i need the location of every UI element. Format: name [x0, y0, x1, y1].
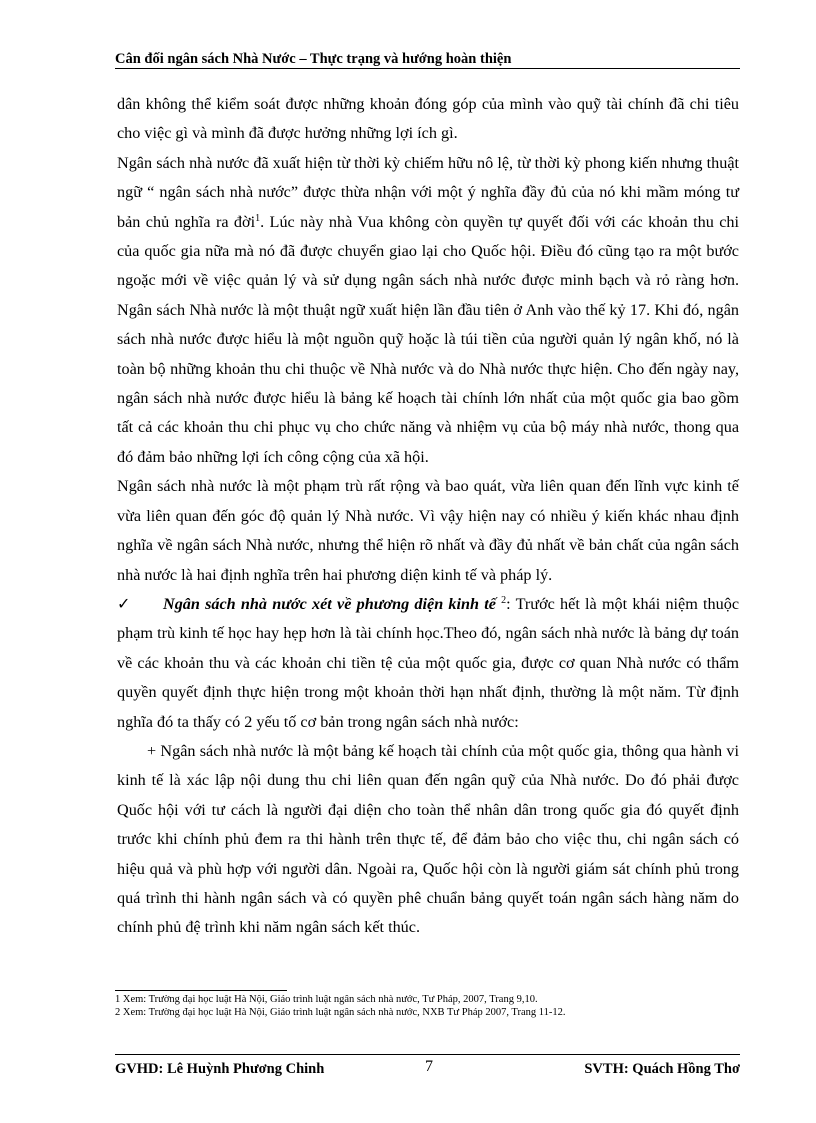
- footer-student: SVTH: Quách Hồng Thơ: [584, 1061, 740, 1077]
- paragraph-2-text-b: . Lúc này nhà Vua không còn quyền tự quyết đối với các khoản thu chi của quốc gia nữa mà nó đã được chuyển giao lại cho Quốc hội. Điều đó cũng tạo ra một bước ngoặc mới về việc quản lý và sử dụng ngân sách nhà nước được minh bạch và rỏ ràng hơn. Ngân sách Nhà nước là một thuật ngữ xuất hiện lần đầu tiên ở Anh vào thế kỷ 17. Khi đó, ngân sách nhà nước được hiểu là một nguồn quỹ hoặc là túi tiền của người quản lý ngân khố, nó là toàn bộ những khoản thu chi thuộc về Nhà nước và do Nhà nước thực hiện. Cho đến ngày nay, ngân sách nhà nước được hiểu là bảng kế hoạch tài chính lớn nhất của một quốc gia bao gồm tất cả các khoản thu chi phục vụ cho chức năng và nhiệm vụ của bộ máy nhà nước, thong qua đó đảm bảo những lợi ích công cộng của xã hội.: [117, 212, 739, 466]
- economic-definition-heading: Ngân sách nhà nước xét về phương diện kinh tế: [163, 594, 496, 613]
- footnote-1: [115, 993, 740, 1006]
- footnote-2-number: 2: [115, 1007, 121, 1018]
- paragraph-1: dân không thể kiểm soát được những khoản đóng góp của mình vào quỹ tài chính đã chi tiêu cho việc gì và mình đã được hưởng những lợi ích gì.: [117, 95, 739, 143]
- header-rule: [115, 68, 740, 69]
- paragraph-4: [117, 590, 739, 737]
- footer-advisor: GVHD: Lê Huỳnh Phương Chinh: [115, 1061, 325, 1077]
- header-title: Cân đối ngân sách Nhà Nước – Thực trạng và hướng hoàn thiện: [115, 51, 512, 67]
- footer-rule: [115, 1054, 740, 1055]
- page-body: [117, 90, 739, 943]
- footnote-2-text: Xem: Trường đại học luật Hà Nội, Giáo trình luật ngân sách nhà nước, NXB Tư Pháp 2007, Trang 11-12.: [120, 1007, 566, 1018]
- footnote-1-text: Xem: Trường đại học luật Hà Nội, Giáo trình luật ngân sách nhà nước, Tư Pháp, 2007, Trang 9,10.: [120, 994, 538, 1005]
- paragraph-2: [117, 149, 739, 472]
- paragraph-5: + Ngân sách nhà nước là một bảng kế hoạch tài chính của một quốc gia, thông qua hành vi kinh tế là xác lập nội dung thu chi liên quan đến ngân quỹ của Nhà nước. Do đó phải được Quốc hội với tư cách là người đại diện cho toàn thể nhân dân trong quốc gia đó quyết định trước khi chính phủ đem ra thi hành trên thực tế, để đảm bảo cho việc thu, chi ngân sách có hiệu quả và phù hợp với người dân. Ngoài ra, Quốc hội còn là người giám sát chính phủ trong quá trình thi hành ngân sách và có quyền phê chuẩn bảng quyết toán ngân sách hàng năm do chính phủ đệ trình khi năm ngân sách kết thúc.: [117, 741, 739, 937]
- footnote-ref-2[interactable]: 2: [501, 594, 507, 606]
- footnotes: [115, 993, 740, 1019]
- paragraph-4-text: : Trước hết là một khái niệm thuộc phạm trù kinh tế học hay hẹp hơn là tài chính học.Theo đó, ngân sách nhà nước là bảng dự toán về các khoản thu và các khoản chi tiền tệ của một quốc gia, được cơ quan Nhà nước có thẩm quyền quyết định thực hiện trong một khoản thời hạn nhất định, thường là một năm. Từ định nghĩa đó ta thấy có 2 yếu tố cơ bản trong ngân sách nhà nước:: [117, 594, 740, 731]
- paragraph-3: Ngân sách nhà nước là một phạm trù rất rộng và bao quát, vừa liên quan đến lĩnh vực kinh tế vừa liên quan đến góc độ quản lý Nhà nước. Vì vậy hiện nay có nhiều ý kiến khác nhau định nghĩa về ngân sách Nhà nước, nhưng thể hiện rõ nhất và đầy đủ nhất về bản chất của ngân sách nhà nước là hai định nghĩa trên hai phương diện kinh tế và pháp lý.: [117, 477, 739, 584]
- page-number: 7: [425, 1058, 433, 1075]
- footnote-ref-1[interactable]: 1: [255, 212, 261, 224]
- footnote-2: [115, 1006, 740, 1019]
- running-footer: [115, 1057, 740, 1079]
- footnote-rule: [115, 990, 287, 991]
- running-header: [115, 50, 740, 68]
- checkmark-icon: ✓: [117, 594, 131, 613]
- paragraph-2-text-a: Ngân sách nhà nước đã xuất hiện từ thời kỳ chiếm hữu nô lệ, từ thời kỳ phong kiến nhưng thuật ngữ “ ngân sách nhà nước” được thừa nhận với một ý nghĩa đầy đủ của nó khi mầm móng tư bản chủ nghĩa ra đời: [117, 153, 739, 231]
- footnote-1-number: 1: [115, 994, 121, 1005]
